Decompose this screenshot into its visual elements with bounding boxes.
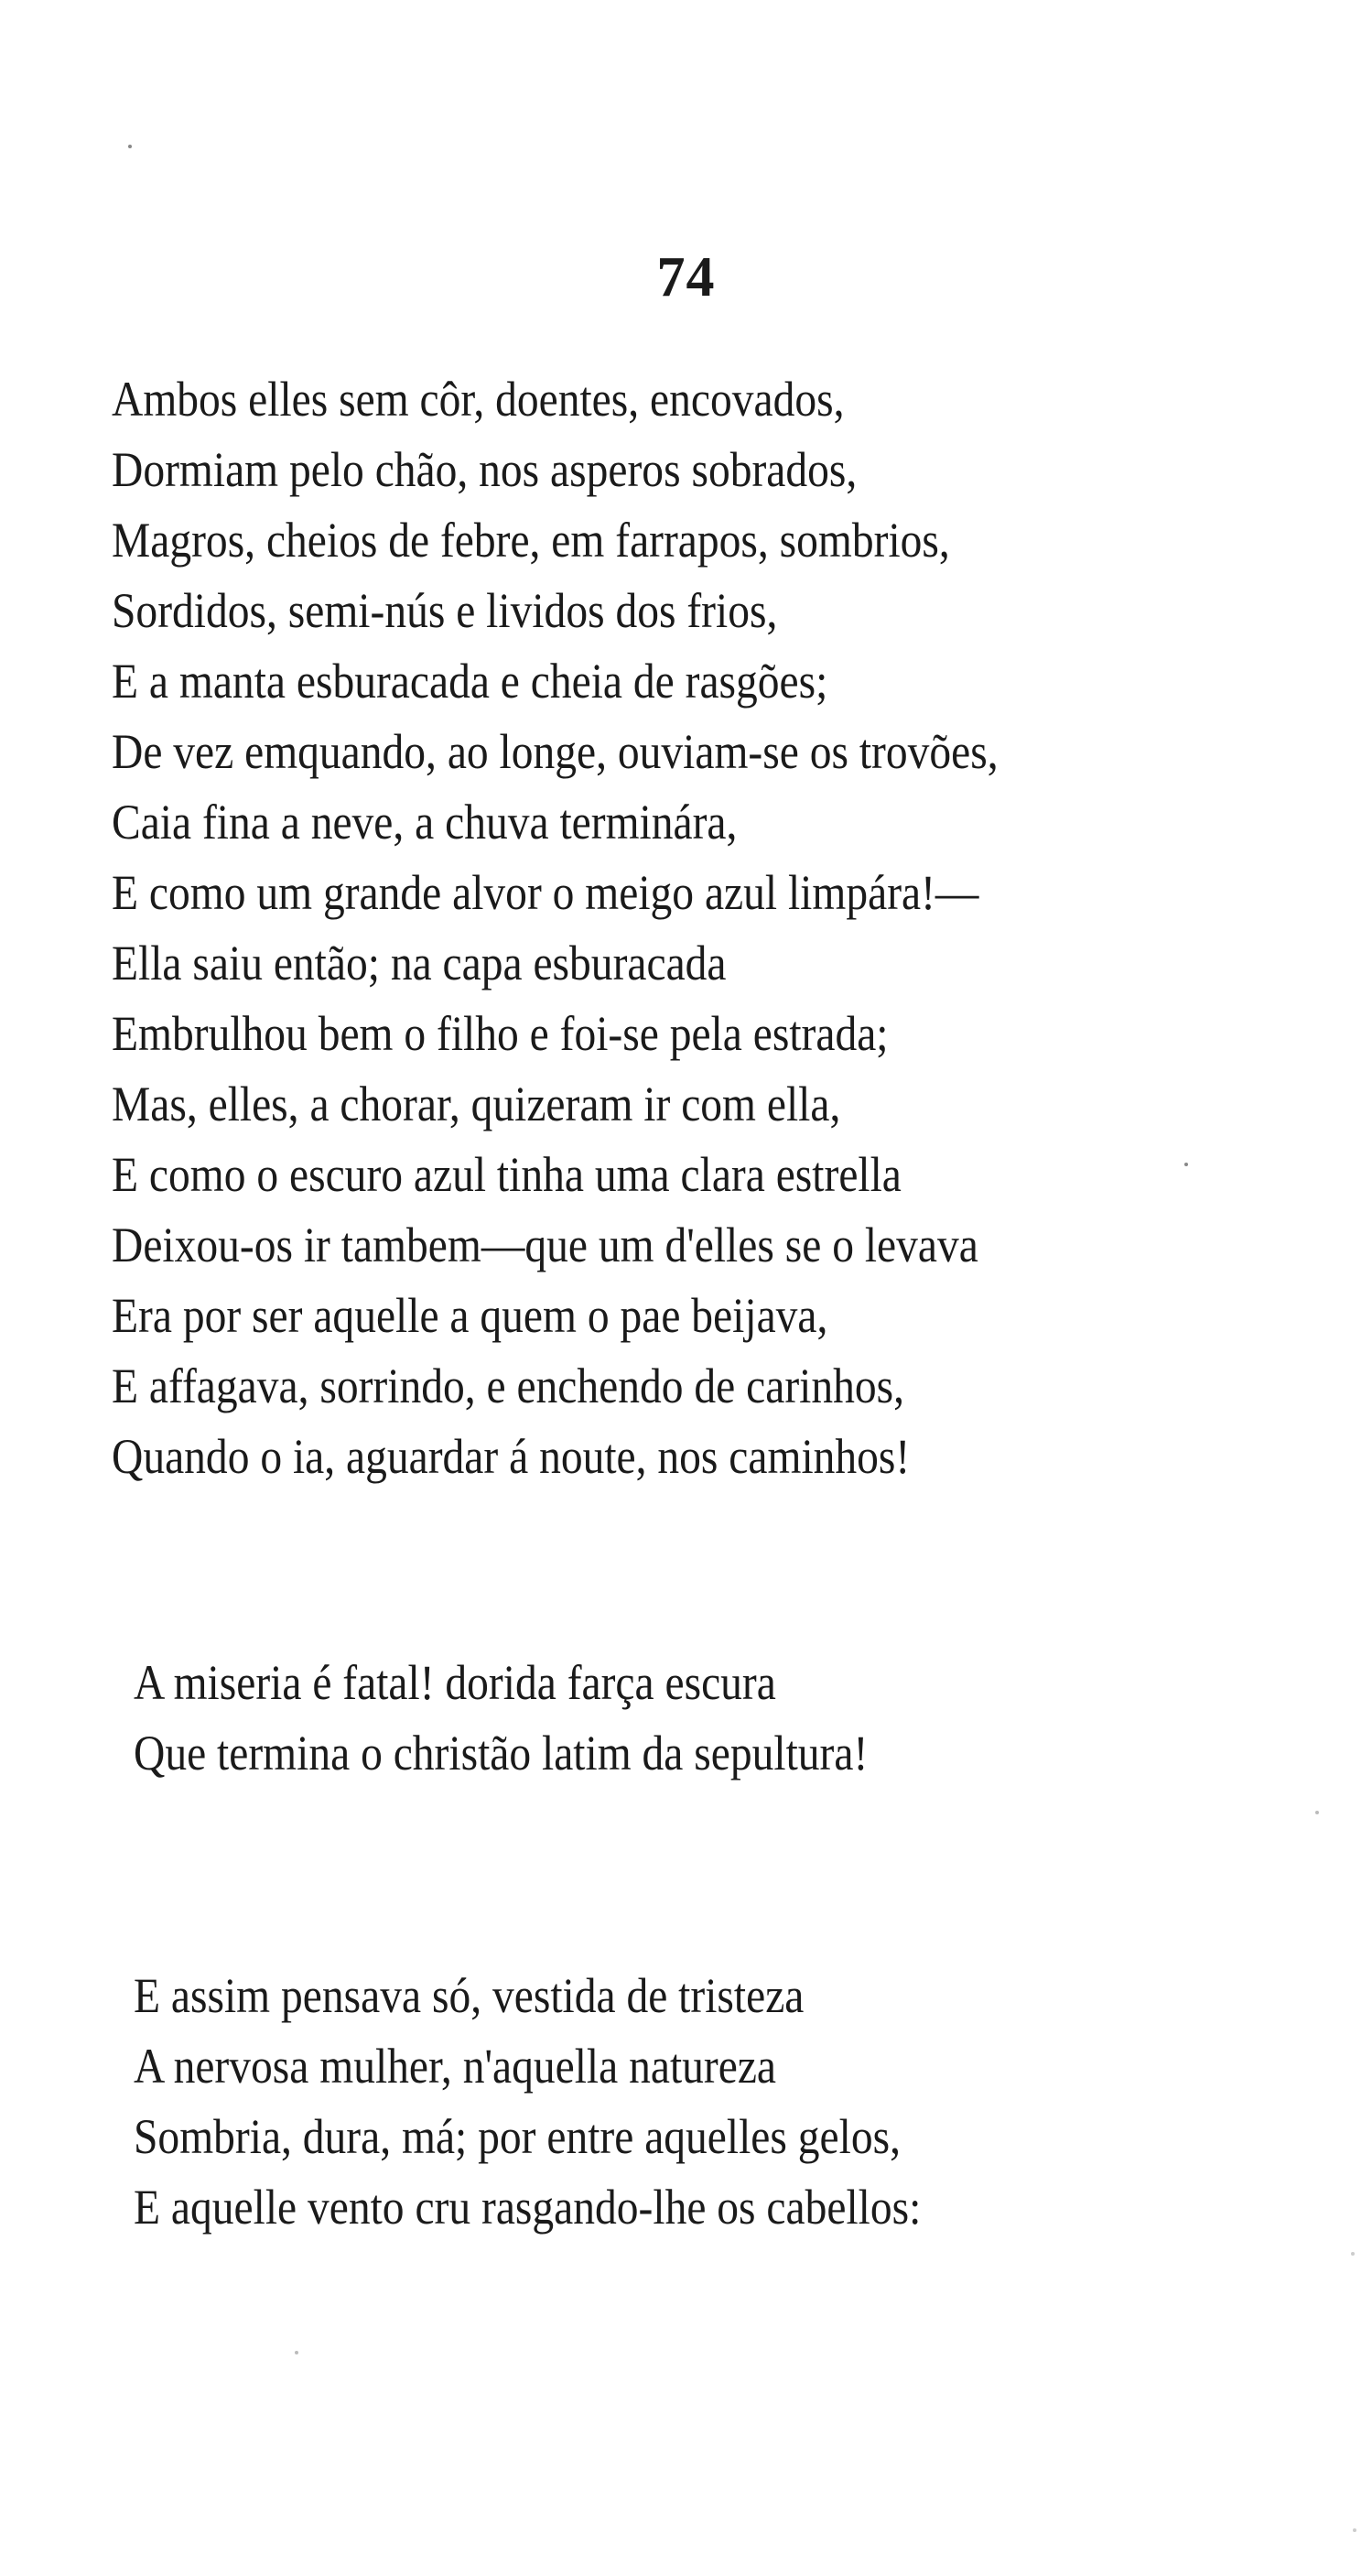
verse-line: Ella saiu então; na capa esburacada <box>112 936 727 990</box>
verse-line: Sombria, dura, má; por entre aquelles gelos, <box>134 2109 901 2164</box>
stanza-3 <box>134 1961 1181 2243</box>
verse-line: E como um grande alvor o meigo azul limpára!— <box>112 865 979 920</box>
verse-line: Mas, elles, a chorar, quizeram ir com ella, <box>112 1077 841 1131</box>
verse-line: E aquelle vento cru rasgando-lhe os cabellos: <box>134 2180 922 2235</box>
scan-speck <box>128 145 132 148</box>
verse-line: De vez emquando, ao longe, ouviam-se os trovões, <box>112 724 999 779</box>
scan-speck <box>1315 1811 1319 1814</box>
scan-speck <box>1353 2528 1356 2532</box>
verse-line: A miseria é fatal! dorida farça escura <box>134 1655 776 1710</box>
verse-line: E como o escuro azul tinha uma clara estrella <box>112 1147 902 1202</box>
stanza-2 <box>134 1648 1181 1789</box>
verse-line: Embrulhou bem o filho e foi-se pela estrada; <box>112 1006 889 1061</box>
verse-line: Que termina o christão latim da sepultura! <box>134 1726 869 1780</box>
verse-line: Sordidos, semi-nús e lividos dos frios, <box>112 583 778 638</box>
verse-line: Magros, cheios de febre, em farrapos, sombrios, <box>112 513 950 568</box>
verse-line: Deixou-os ir tambem—que um d'elles se o levava <box>112 1218 978 1272</box>
verse-line: Era por ser aquelle a quem o pae beijava, <box>112 1288 828 1343</box>
verse-line: Caia fina a neve, a chuva terminára, <box>112 795 738 850</box>
scan-speck <box>295 2351 298 2354</box>
verse-line: Ambos elles sem côr, doentes, encovados, <box>112 372 845 427</box>
verse-line: A nervosa mulher, n'aquella natureza <box>134 2039 777 2094</box>
verse-line: E a manta esburacada e cheia de rasgões; <box>112 654 828 709</box>
scan-speck <box>1351 2252 1355 2256</box>
stanza-1 <box>112 364 1159 1492</box>
scan-speck <box>1184 1163 1188 1166</box>
verse-line: E assim pensava só, vestida de tristeza <box>134 1968 805 2023</box>
verse-line: Dormiam pelo chão, nos asperos sobrados, <box>112 442 858 497</box>
verse-line: E affagava, sorrindo, e enchendo de carinhos, <box>112 1358 905 1413</box>
page-number: 74 <box>656 246 716 308</box>
verse-line: Quando o ia, aguardar á noute, nos caminhos! <box>112 1429 911 1484</box>
